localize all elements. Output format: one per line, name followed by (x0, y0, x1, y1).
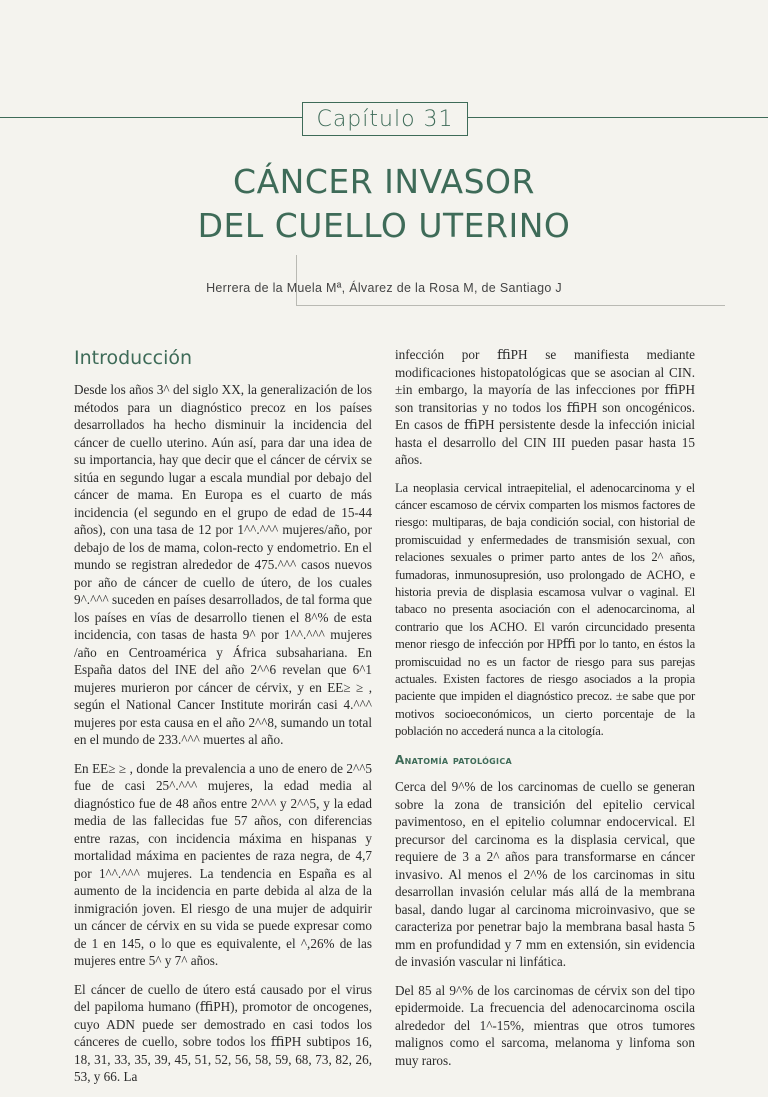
title-line-1: CÁNCER INVASOR (233, 162, 535, 201)
paragraph: En EE≥ ≥ , donde la prevalencia a uno de enero de 2^^5 fue de casi 25^.^^^ mujeres, la edad media al diagnóstico fue de 48 años entre 2^^^ y 2^^5, y la edad media de las fallecidas fue 57 años, con diferencias entre razas, con incidencia máxima en hispanas y mortalidad máxima en pacientes de raza negra, de 4,7 por 1^^.^^^ mujeres. La tendencia en España es al aumento de la incidencia en parte debida al alza de la inmigración joven. El riesgo de una mujer de adquirir un cáncer de cérvix en su vida se puede expresar como de 1 en 145, o lo que es equivalente, el ^,26% de las mujeres entre 5^ y 7^ años. (74, 760, 372, 968)
left-column (74, 345, 372, 1097)
paragraph: infección por ﬃPH se manifiesta mediante modificaciones histopatológicas que se asocian al CIN. ±in embargo, la mayoría de las infecciones por ﬃPH son transitorias y no todos los ﬃPH son oncogénicos. En casos de ﬃPH persistente desde la infección inicial hasta el desarrollo del CIN III pueden pasar hasta 15 años. (395, 347, 695, 467)
title-line-2: DEL CUELLO UTERINO (197, 206, 571, 245)
authors: Herrera de la Muela Mª, Álvarez de la Rosa M, de Santiago J (206, 281, 562, 295)
chapter-title (0, 160, 768, 248)
paragraph: Desde los años 3^ del siglo XX, la generalización de los métodos para un diagnóstico precoz en los países desarrollados ha hecho disminuir la incidencia del cáncer de cuello uterino. Aún así, para dar una idea de su importancia, hay que decir que el cáncer de cérvix se sitúa en segundo lugar a escala mundial por debajo del cáncer de mama. En Europa es el cuarto de más incidencia (el segundo en el grupo de edad de 15-44 años), con una tasa de 12 por 1^^.^^^ mujeres/año, por debajo de los de mama, colon-recto y endometrio. En el mundo se registran alrededor de 475.^^^ casos nuevos por año de cáncer de cuello de útero, de los cuales 9^.^^^ suceden en países desarrollados, de tal forma que los países en vías de desarrollo tienen el 8^% de esta incidencia, con tasas de hasta 9^ por 1^^.^^^ mujeres /año en Centroamérica y África subsahariana. En España datos del INE del año 2^^6 revelan que 6^1 mujeres murieron por cáncer de cérvix, y en EE≥ ≥ , según el National Cancer Institute morirán casi 4.^^^ mujeres por esta causa en el año 2^^8, sumando un total en el mundo de 233.^^^ muertes al año. (74, 382, 372, 747)
paragraph: El cáncer de cuello de útero está causado por el virus del papiloma humano (ﬃPH), promotor de oncogenes, cuyo ADN puede ser demostrado en casi todos los cánceres de cuello, sobre todos los ﬃPH subtipos 16, 18, 31, 33, 35, 39, 45, 51, 52, 56, 58, 59, 68, 73, 82, 26, 53, y 66. La (74, 981, 372, 1084)
right-column (395, 346, 695, 1080)
section-heading-introduccion: Introducción (74, 347, 193, 369)
paragraph: La neoplasia cervical intraepitelial, el adenocarcinoma y el cáncer escamoso de cérvix comparten los mismos factores de riesgo: multiparas, de baja condición social, con historial de promiscuidad y enfermedades de transmisión sexual, con relaciones sexuales o primer parto antes de los 2^ años, fumadoras, inmunosupresión, uso prolongado de ACHO, e historia previa de displasia escamosa vulvar o vaginal. El tabaco no presenta asociación con el adenocarcinoma, al contrario que los ACHO. El varón circuncidado presenta menor riesgo de infección por HPﬃ por lo tanto, en éstos la promiscuidad no es un factor de riesgo para sus parejas actuales. Existen factores de riesgo asociados a la propia paciente que impiden el diagnóstico precoz. ±e sabe que por motivos socioeconómicos, un cierto porcentaje de la población no accederá nunca a la citología. (395, 480, 695, 739)
paragraph: Del 85 al 9^% de los carcinomas de cérvix son del tipo epidermoide. La frecuencia del adenocarcinoma oscila alrededor del 1^-15%, mientras que otros tumores malignos como el sarcoma, melanoma y linfoma son muy raros. (395, 982, 695, 1068)
chapter-label: Capítulo 31 (302, 102, 468, 136)
section-heading-anatomia: Anatomía patológica (395, 752, 512, 767)
paragraph: Cerca del 9^% de los carcinomas de cuello se generan sobre la zona de transición del epitelio cervical pavimentoso, en el epitelio columnar endocervical. El precursor del carcinoma es la displasia cervical, que requiere de 3 a 2^ años para transformarse en cáncer invasivo. Al menos el 2^% de los carcinomas in situ desarrollan invasión celular más allá de la membrana basal, dando lugar al carcinoma microinvasivo, que se caracteriza por penetrar bajo la membrana basal hasta 5 mm en profundidad y 7 mm en extensión, sin evidencia de invasión vascular ni linfática. (395, 779, 695, 970)
